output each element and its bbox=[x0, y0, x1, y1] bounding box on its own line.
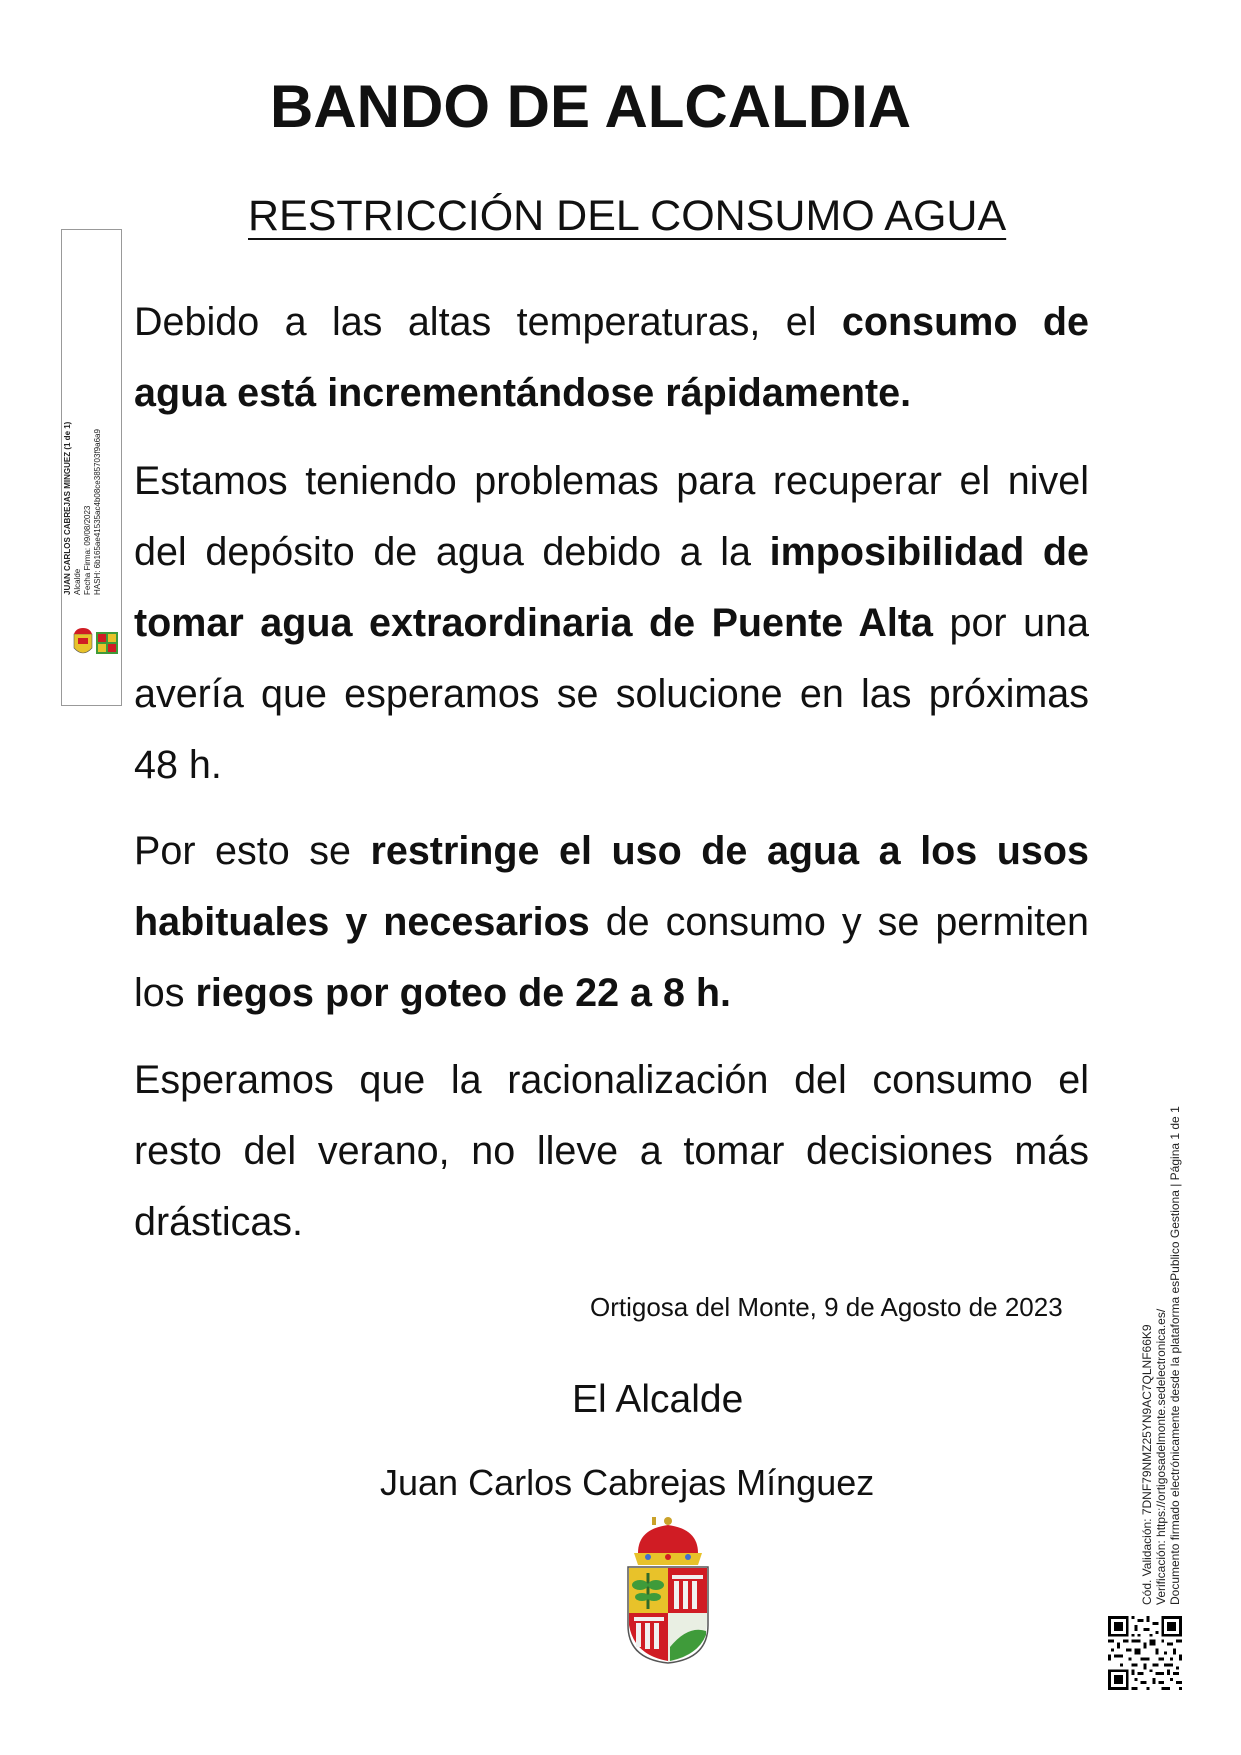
signature-signer: JUAN CARLOS CABREJAS MINGUEZ (1 de 1) bbox=[63, 421, 72, 595]
place-and-date: Ortigosa del Monte, 9 de Agosto de 2023 bbox=[590, 1292, 1063, 1322]
signature-role: Alcalde bbox=[73, 568, 82, 595]
paragraph-bold-text: consumo de agua está incrementándose rápidamente. bbox=[134, 300, 1089, 415]
paragraph-text: Estamos teniendo problemas para recuperar el nivel del depósito de agua debido a la bbox=[134, 459, 1089, 574]
qr-code-icon bbox=[1108, 1616, 1182, 1690]
platform-note: Documento firmado electrónicamente desde la plataforma esPublico Gestiona | Página 1 de 1 bbox=[1168, 1106, 1182, 1605]
document-title: BANDO DE ALCALDIA bbox=[270, 73, 912, 140]
verification-url: Verificación: https://ortigosadelmonte.sedelectronica.es/ bbox=[1154, 1308, 1168, 1605]
paragraph-text: de consumo y se permiten los bbox=[134, 900, 1090, 1015]
signature-hash: HASH: 6b165ae41535ac4b08ce385703f9a6a9 bbox=[93, 429, 102, 595]
paragraph-bold-text: restringe el uso de agua a los usos habituales y necesarios bbox=[134, 829, 1089, 944]
paragraph-text: Por esto se bbox=[134, 829, 371, 873]
validation-code: Cód. Validación: 7DNF79NMZ25YN9AC7QLNF66K9 bbox=[1140, 1324, 1154, 1605]
signer-role: El Alcalde bbox=[572, 1378, 744, 1421]
paragraph-closing bbox=[134, 1045, 1089, 1258]
paragraph-bold-text: riegos por goteo de 22 a 8 h. bbox=[195, 971, 732, 1015]
signature-info bbox=[63, 225, 103, 595]
paragraph-restriction bbox=[134, 816, 1089, 1029]
document-subtitle: RESTRICCIÓN DEL CONSUMO AGUA bbox=[248, 192, 1007, 240]
verification-info bbox=[1140, 1085, 1182, 1605]
coat-of-arms-icon bbox=[618, 1515, 718, 1665]
paragraph-deposit-problem bbox=[134, 446, 1089, 801]
signature-date: Fecha Firma: 09/08/2023 bbox=[83, 505, 92, 595]
paragraph-text: por una avería que esperamos se solucione en las próximas 48 h. bbox=[134, 601, 1089, 787]
paragraph-bold-text: imposibilidad de tomar agua extraordinaria de Puente Alta bbox=[134, 530, 1089, 645]
paragraph-temperatures bbox=[134, 287, 1089, 429]
small-coat-of-arms-icon bbox=[70, 626, 122, 660]
paragraph-text: Debido a las altas temperaturas, el bbox=[134, 300, 842, 344]
paragraph-text: Esperamos que la racionalización del consumo el resto del verano, no lleve a tomar decisiones más drásticas. bbox=[134, 1058, 1089, 1244]
signer-name: Juan Carlos Cabrejas Mínguez bbox=[380, 1462, 875, 1503]
